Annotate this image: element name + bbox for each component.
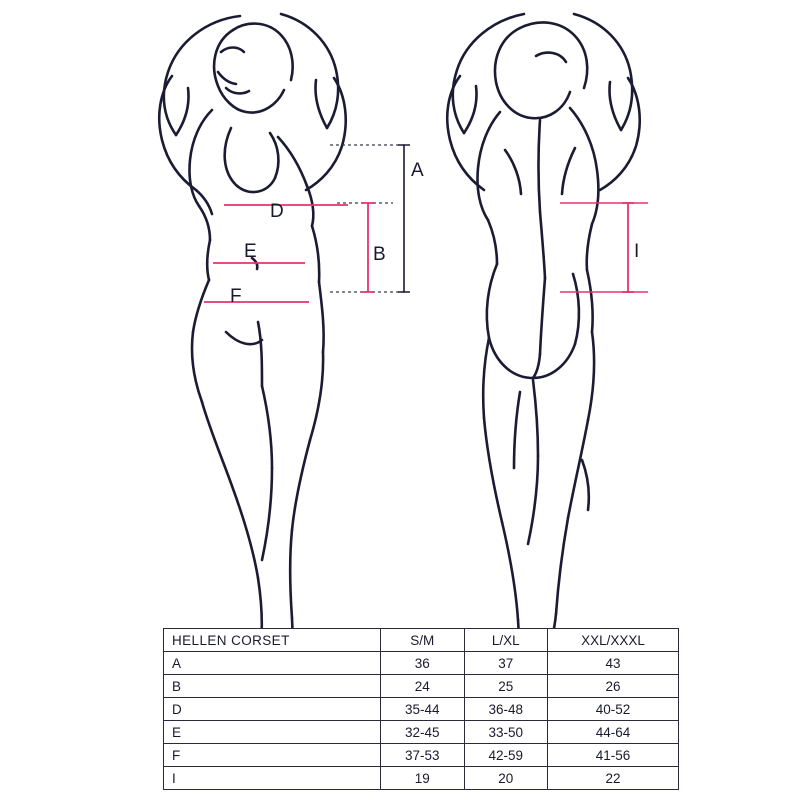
row-label-f: F bbox=[164, 744, 381, 767]
row-label-a: A bbox=[164, 652, 381, 675]
table-row bbox=[164, 744, 679, 767]
cell-b-lxl: 25 bbox=[464, 675, 548, 698]
measure-label-e: E bbox=[244, 241, 257, 262]
cell-d-xxl: 40-52 bbox=[548, 698, 679, 721]
table-row bbox=[164, 721, 679, 744]
measure-label-f: F bbox=[230, 286, 242, 307]
cell-f-lxl: 42-59 bbox=[464, 744, 548, 767]
cell-b-sm: 24 bbox=[381, 675, 465, 698]
row-label-i: I bbox=[164, 767, 381, 790]
cell-e-lxl: 33-50 bbox=[464, 721, 548, 744]
cell-i-xxl: 22 bbox=[548, 767, 679, 790]
size-table bbox=[163, 628, 679, 790]
measure-label-a: A bbox=[411, 160, 424, 181]
cell-b-xxl: 26 bbox=[548, 675, 679, 698]
cell-i-lxl: 20 bbox=[464, 767, 548, 790]
cell-e-sm: 32-45 bbox=[381, 721, 465, 744]
measure-label-d: D bbox=[270, 201, 284, 222]
table-col-lxl: L/XL bbox=[464, 629, 548, 652]
table-row bbox=[164, 652, 679, 675]
cell-a-sm: 36 bbox=[381, 652, 465, 675]
cell-d-lxl: 36-48 bbox=[464, 698, 548, 721]
table-col-xxl: XXL/XXXL bbox=[548, 629, 679, 652]
cell-e-xxl: 44-64 bbox=[548, 721, 679, 744]
row-label-b: B bbox=[164, 675, 381, 698]
cell-d-sm: 35-44 bbox=[381, 698, 465, 721]
measure-label-b: B bbox=[373, 244, 386, 265]
back-figure bbox=[447, 14, 639, 704]
cell-f-sm: 37-53 bbox=[381, 744, 465, 767]
table-row bbox=[164, 698, 679, 721]
table-header-row bbox=[164, 629, 679, 652]
row-label-d: D bbox=[164, 698, 381, 721]
measure-label-i: I bbox=[634, 241, 640, 262]
table-row bbox=[164, 767, 679, 790]
table-col-sm: S/M bbox=[381, 629, 465, 652]
cell-i-sm: 19 bbox=[381, 767, 465, 790]
row-label-e: E bbox=[164, 721, 381, 744]
cell-a-xxl: 43 bbox=[548, 652, 679, 675]
table-title-cell: HELLEN CORSET bbox=[164, 629, 381, 652]
front-figure bbox=[159, 14, 345, 712]
cell-f-xxl: 41-56 bbox=[548, 744, 679, 767]
table-row bbox=[164, 675, 679, 698]
measurement-guides bbox=[204, 145, 648, 302]
cell-a-lxl: 37 bbox=[464, 652, 548, 675]
